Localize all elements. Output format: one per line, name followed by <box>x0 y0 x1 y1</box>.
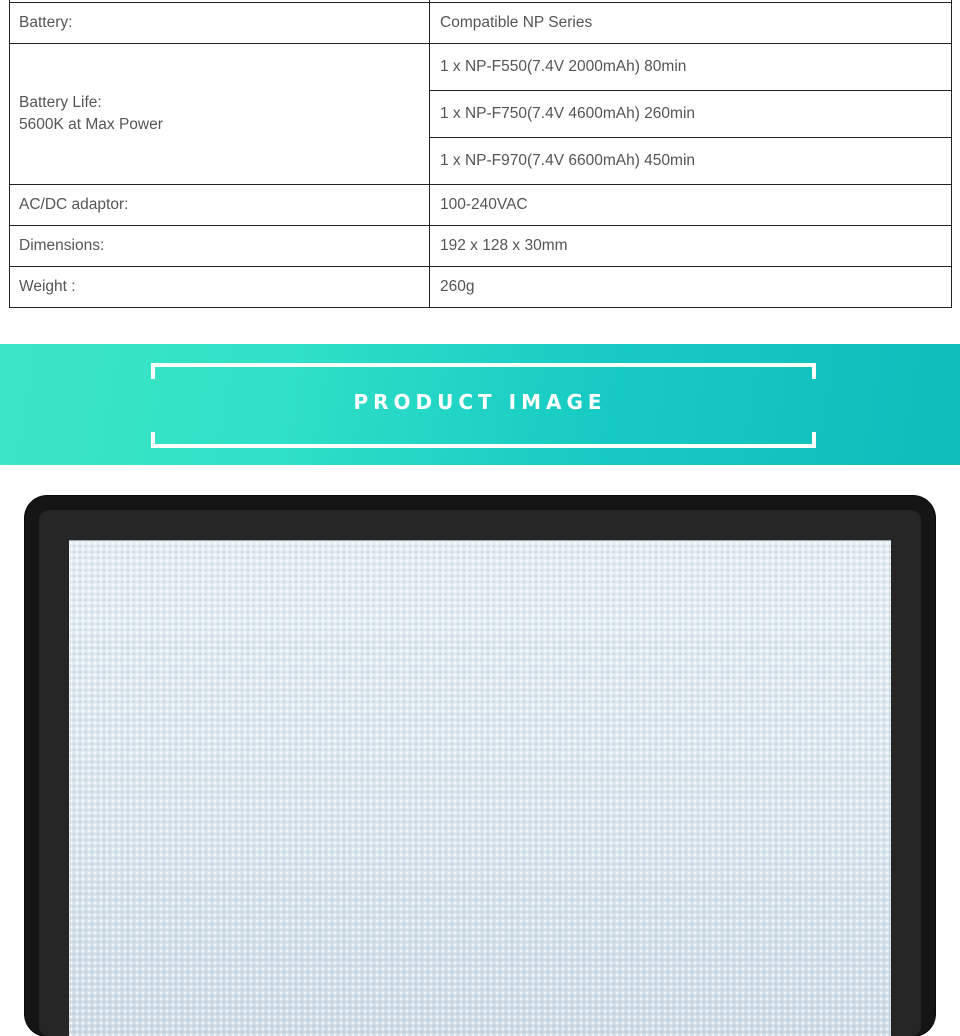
table-row <box>10 185 952 226</box>
dimensions-label: Dimensions: <box>10 226 430 267</box>
battery-life-title: Battery Life: <box>19 94 102 111</box>
table-row <box>10 44 952 91</box>
battery-life-label <box>10 44 430 185</box>
panel-diffuser-surface <box>69 540 891 1036</box>
battery-life-value-2: 1 x NP-F750(7.4V 4600mAh) 260min <box>430 91 952 138</box>
battery-life-condition: 5600K at Max Power <box>19 116 163 134</box>
battery-value: Compatible NP Series <box>430 3 952 44</box>
battery-life-value-1: 1 x NP-F550(7.4V 2000mAh) 80min <box>430 44 952 91</box>
spec-table <box>9 0 952 308</box>
product-image-banner <box>0 344 960 465</box>
weight-value: 260g <box>430 267 952 308</box>
battery-label: Battery: <box>10 3 430 44</box>
banner-title: PRODUCT IMAGE <box>353 390 607 414</box>
product-photo-led-panel <box>25 496 935 1036</box>
weight-label: Weight : <box>10 267 430 308</box>
adaptor-value: 100-240VAC <box>430 185 952 226</box>
adaptor-label: AC/DC adaptor: <box>10 185 430 226</box>
battery-life-value-3: 1 x NP-F970(7.4V 6600mAh) 450min <box>430 138 952 185</box>
table-row <box>10 226 952 267</box>
table-row <box>10 267 952 308</box>
banner-bracket-bottom <box>151 432 816 448</box>
table-row <box>10 3 952 44</box>
dimensions-value: 192 x 128 x 30mm <box>430 226 952 267</box>
banner-bracket-top <box>151 363 816 379</box>
